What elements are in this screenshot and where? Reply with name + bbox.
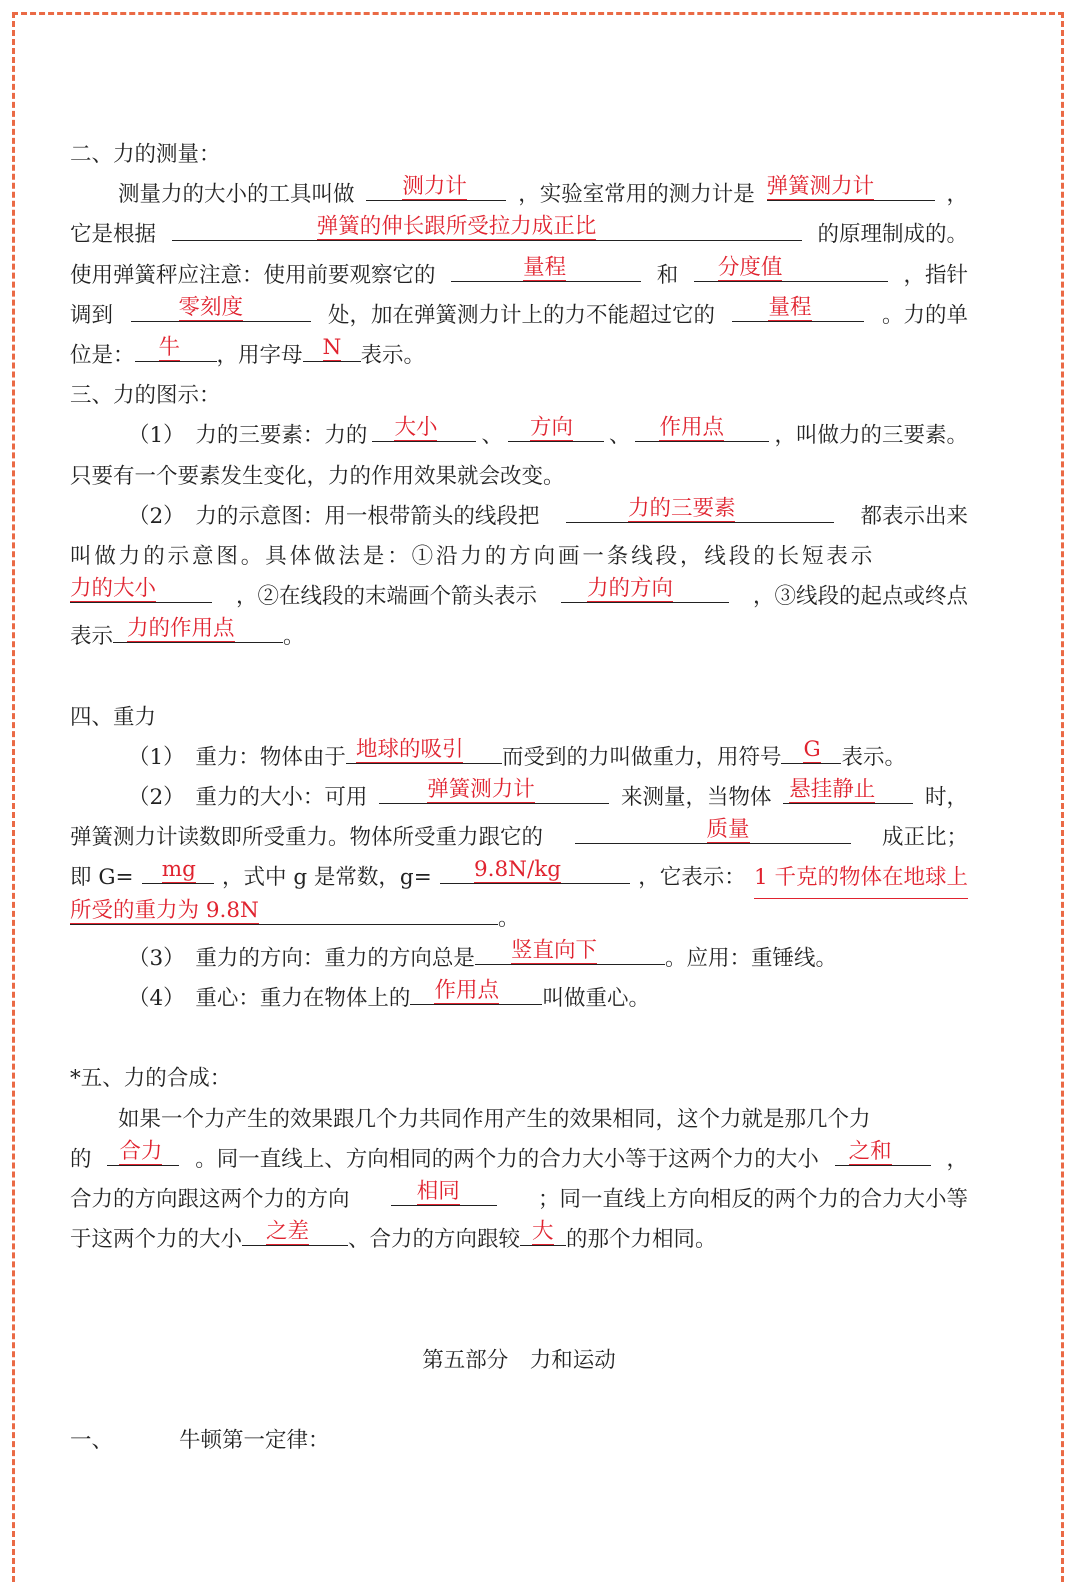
answer-blank	[366, 175, 506, 201]
text-line	[70, 1180, 968, 1220]
item-number: 一、	[70, 1428, 114, 1453]
text: 来测量，当物体	[620, 785, 772, 810]
text-line	[70, 778, 968, 818]
text: 、	[608, 423, 631, 449]
section-heading: 四、重力	[70, 704, 157, 730]
answer-blank	[372, 416, 476, 442]
answer: 方向	[529, 415, 573, 441]
answer: 之差	[266, 1219, 310, 1245]
text: 。	[283, 624, 305, 650]
answer: 1 千克的物体在地球上	[754, 858, 968, 898]
answer: 弹簧测力计	[766, 174, 875, 200]
answer: 力的大小	[70, 576, 157, 602]
answer-blank	[575, 818, 851, 844]
answer: 相同	[416, 1178, 460, 1204]
text: ，	[946, 182, 968, 208]
answer-blank	[113, 617, 283, 643]
answer: 大	[532, 1219, 554, 1245]
text: 使用弹簧秤应注意：使用前要观察它的	[70, 262, 436, 288]
answer: 测力计	[402, 174, 467, 200]
text-line	[70, 939, 968, 979]
answer-blank	[131, 296, 311, 322]
text: 于这两个力的大小	[70, 1227, 243, 1253]
answer-blank	[783, 778, 913, 804]
text-line	[70, 1100, 968, 1140]
answer: 作用点	[659, 415, 724, 441]
text-line	[70, 416, 968, 456]
text: ，	[946, 1146, 968, 1172]
answer: 悬挂静止	[789, 777, 876, 802]
answer-blank	[379, 778, 609, 804]
answer: 大小	[394, 415, 438, 441]
answer: 零刻度	[178, 294, 244, 320]
text-line	[70, 858, 968, 898]
answer-blank	[508, 416, 604, 442]
answer: 之和	[848, 1138, 892, 1164]
answer-blank	[767, 175, 935, 201]
document-body	[70, 135, 968, 1461]
text: 。同一直线上、方向相同的两个力的合力大小等于这两个力的大小	[195, 1146, 819, 1172]
answer-blank	[107, 1140, 179, 1166]
text: 弹簧测力计读数即所受重力。物体所受重力跟它的	[70, 825, 544, 851]
answer: 力的三要素	[627, 495, 736, 521]
text-line	[70, 296, 968, 336]
text-line	[70, 256, 968, 296]
text: ；同一直线上方向相反的两个力的合力大小等	[537, 1186, 968, 1212]
text-line	[70, 336, 968, 376]
text: ，式中 g 是常数，g=	[222, 865, 432, 891]
text: 表示	[70, 624, 114, 650]
text-line	[70, 899, 968, 939]
answer: 所受的重力为 9.8N	[70, 897, 259, 923]
text-line	[70, 175, 968, 215]
section-heading	[70, 1421, 968, 1461]
text: 都表示出来	[860, 503, 968, 529]
text: 它是根据	[70, 222, 157, 248]
text: 成正比；	[881, 825, 968, 851]
text: ，实验室常用的测力计是	[518, 182, 755, 208]
item-title: 牛顿第一定律：	[179, 1428, 330, 1453]
answer-blank	[391, 1180, 497, 1206]
text: （2） 力的示意图：用一根带箭头的线段把	[128, 503, 540, 529]
text: 位是：	[70, 342, 135, 368]
answer-blank	[440, 858, 630, 884]
answer: 量程	[523, 254, 567, 280]
answer-blank	[781, 738, 841, 764]
answer-blank	[566, 497, 834, 523]
answer: N	[322, 334, 342, 360]
text-line: 只要有一个要素发生变化，力的作用效果就会改变。	[70, 463, 565, 489]
answer-blank	[70, 577, 212, 603]
answer: 9.8N/kg	[473, 857, 561, 883]
answer-blank	[835, 1140, 931, 1166]
text: （1） 重力：物体由于	[128, 744, 346, 770]
text: 的那个力相同。	[566, 1227, 717, 1253]
text: 。应用：重锤线。	[664, 945, 837, 971]
answer-blank	[346, 738, 502, 764]
text: 。	[498, 905, 520, 931]
answer-blank	[451, 256, 641, 282]
answer: 地球的吸引	[355, 736, 464, 762]
text: 表示。	[360, 342, 426, 368]
answer: 弹簧测力计	[427, 777, 535, 802]
answer: 力的方向	[586, 576, 673, 602]
answer: 合力	[119, 1138, 163, 1164]
answer-blank	[694, 256, 888, 282]
section-heading: 二、力的测量：	[70, 142, 221, 167]
text: 、合力的方向跟较	[348, 1227, 521, 1253]
text-line	[70, 617, 968, 657]
answer-blank	[561, 577, 729, 603]
answer-blank	[410, 979, 542, 1005]
text: 和	[656, 262, 679, 288]
text-line	[70, 979, 968, 1019]
text: 即 G=	[70, 865, 134, 891]
text-line	[70, 818, 968, 858]
text: ，用字母	[216, 342, 303, 368]
text: （1） 力的三要素：力的	[128, 423, 368, 449]
part-title: 第五部分 力和运动	[422, 1347, 616, 1373]
answer-blank	[732, 296, 864, 322]
answer: 牛	[158, 334, 181, 360]
text: （2） 重力的大小：可用	[128, 785, 368, 810]
text: ，它表示：	[638, 865, 746, 891]
answer: mg	[161, 857, 196, 883]
answer-blank	[70, 899, 498, 925]
answer-blank	[635, 416, 769, 442]
text: 叫做重心。	[542, 985, 650, 1011]
answer: 弹簧的伸长跟所受拉力成正比	[316, 214, 597, 240]
text: 、	[481, 423, 503, 449]
answer: 量程	[768, 294, 812, 320]
section-heading: *五、力的合成：	[70, 1066, 232, 1092]
text: 时，	[924, 785, 968, 810]
text: （4） 重心：重力在物体上的	[128, 985, 411, 1011]
text: 表示。	[841, 744, 906, 770]
answer: G	[803, 736, 821, 762]
answer: 竖直向下	[510, 937, 597, 963]
text: ，叫做力的三要素。	[774, 423, 968, 449]
section-heading: 三、力的图示：	[70, 383, 221, 409]
text: 而受到的力叫做重力，用符号	[501, 744, 782, 770]
text: 合力的方向跟这两个力的方向	[70, 1186, 350, 1212]
text-line	[70, 1220, 968, 1260]
answer: 力的作用点	[127, 616, 235, 642]
text: 如果一个力产生的效果跟几个力共同作用产生的效果相同，这个力就是那几个力	[118, 1106, 871, 1132]
text: （3） 重力的方向：重力的方向总是	[128, 945, 475, 971]
text-line	[70, 215, 968, 255]
text-line	[70, 1140, 968, 1180]
answer-blank	[242, 1220, 348, 1246]
text-line: 叫做力的示意图。具体做法是：①沿力的方向画一条线段，线段的长短表示	[70, 543, 876, 569]
text: ，②在线段的末端画个箭头表示	[235, 584, 537, 610]
text: 测量力的大小的工具叫做	[118, 182, 355, 208]
answer-blank	[172, 215, 802, 241]
answer-blank	[135, 336, 217, 362]
text-line	[70, 497, 968, 537]
text: 调到	[70, 302, 114, 328]
text: ，③线段的起点或终点	[752, 584, 968, 610]
answer-blank	[475, 939, 665, 965]
text: 。力的单	[881, 302, 968, 328]
answer-blank	[520, 1220, 566, 1246]
text-line	[70, 738, 968, 778]
text: ，指针	[903, 262, 968, 288]
text: 的原理制成的。	[817, 222, 968, 248]
answer: 质量	[706, 817, 750, 843]
answer: 分度值	[717, 254, 783, 280]
answer-blank	[303, 336, 361, 362]
text: 处，加在弹簧测力计上的力不能超过它的	[327, 302, 715, 328]
text: 的	[70, 1146, 92, 1172]
text-line	[70, 577, 968, 617]
answer-blank	[142, 858, 214, 884]
answer: 作用点	[434, 977, 499, 1003]
